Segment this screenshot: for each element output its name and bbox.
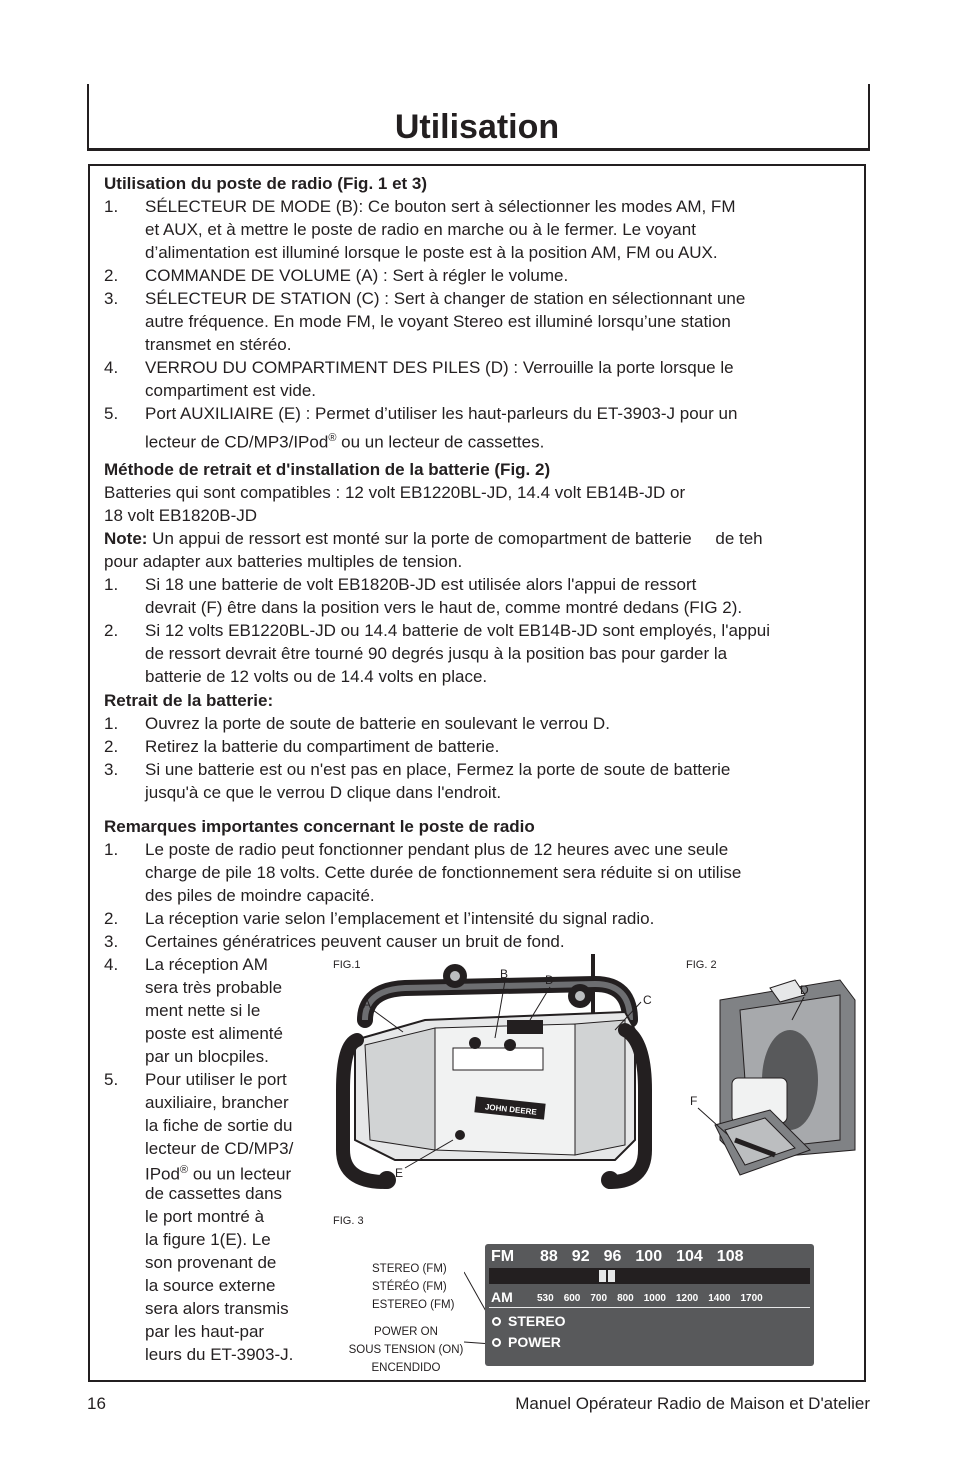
list-number: 1. — [104, 714, 119, 733]
fig1-label-e: E — [395, 1166, 404, 1180]
list-item-line: batterie de 12 volts ou de 14.4 volts en place. — [145, 667, 488, 686]
list-number: 3. — [104, 932, 119, 951]
list-item-line: et AUX, et à mettre le poste de radio en marche ou à le fermer. Le voyant — [145, 220, 696, 239]
list-item-line: la source externe — [145, 1276, 276, 1295]
list-number: 1. — [104, 197, 119, 216]
fm-tick-label: 100 — [635, 1248, 663, 1265]
list-item-line: sera très probable — [145, 978, 283, 997]
fig3-stereo-labels — [372, 1260, 454, 1314]
power-indicator-label: POWER — [508, 1334, 561, 1350]
list-number: 1. — [104, 840, 119, 859]
list-number: 5. — [104, 404, 119, 423]
list-item-line: SÉLECTEUR DE STATION (C) : Sert à changer de station en sélectionnant une — [145, 289, 746, 308]
stereo-label-es: ESTEREO (FM) — [372, 1299, 455, 1311]
list-item-line: autre fréquence. En mode FM, le voyant Stereo est illuminé lorsqu’une station — [145, 312, 731, 331]
list-number: 2. — [104, 737, 119, 756]
fm-tick-label: 96 — [603, 1248, 622, 1265]
divider — [489, 1307, 810, 1308]
list-item-line: jusqu'à ce que le verrou D clique dans l'endroit. — [145, 783, 502, 802]
fm-scale — [540, 1248, 744, 1266]
list-number: 4. — [104, 358, 119, 377]
fig3-power-labels — [337, 1323, 475, 1377]
am-tick-label: 600 — [563, 1293, 581, 1304]
tuning-needle — [608, 1270, 615, 1282]
am-label: AM — [491, 1289, 513, 1305]
list-item-line: de ressort devrait être tourné 90 degrés jusqu à la position bas pour garder la — [145, 644, 728, 663]
list-number: 3. — [104, 760, 119, 779]
list-number: 3. — [104, 289, 119, 308]
list-item-line: Pour utiliser le port — [145, 1070, 287, 1089]
radio-tuning-panel — [485, 1244, 814, 1366]
power-label-fr: SOUS TENSION (ON) — [348, 1344, 464, 1356]
list-item-line: transmet en stéréo. — [145, 335, 292, 354]
list-item-line: auxiliaire, brancher — [145, 1093, 289, 1112]
am-tick-label: 800 — [617, 1293, 634, 1304]
fig2-caption: FIG. 2 — [686, 959, 717, 971]
section-heading: Utilisation du poste de radio (Fig. 1 et 3) — [104, 174, 428, 193]
list-item-line: Si 18 une batterie de volt EB1820B-JD est utilisée alors l'appui de ressort — [145, 575, 697, 594]
stereo-indicator-label: STEREO — [508, 1313, 566, 1329]
fig1-label-b: B — [500, 967, 509, 981]
page-title: Utilisation — [394, 108, 560, 146]
fm-tick-label: 104 — [676, 1248, 703, 1265]
tuning-dial — [489, 1268, 810, 1284]
fig1-label-c: C — [643, 993, 652, 1007]
footer-title: Manuel Opérateur Radio de Maison et D'atelier — [515, 1394, 870, 1413]
list-item-line: Retirez la batterie du compartiment de batterie. — [145, 737, 500, 756]
list-item-line: d’alimentation est illuminé lorsque le poste est à la position AM, FM ou AUX. — [145, 243, 718, 262]
list-item-line: Le poste de radio peut fonctionner pendant plus de 12 heures avec une seule — [145, 840, 729, 859]
list-item-line: La réception AM — [145, 955, 268, 974]
list-item-line: leurs du ET-3903-J. — [145, 1345, 294, 1364]
fig2-label-d: D — [800, 983, 809, 997]
stereo-indicator-icon — [492, 1317, 501, 1326]
list-item-line: ment nette si le — [145, 1001, 261, 1020]
list-item-line: des piles de moindre capacité. — [145, 886, 375, 905]
list-item-line: lecteur de CD/MP3/IPod® ou un lecteur de cassettes. — [145, 432, 545, 452]
power-label-es: ENCENDIDO — [371, 1362, 441, 1374]
stereo-label-fr: STÉRÉO (FM) — [372, 1281, 447, 1293]
list-item-line: de cassettes dans — [145, 1184, 283, 1203]
list-item-line: Port AUXILIAIRE (E) : Permet d’utiliser les haut-parleurs du ET-3903-J pour un — [145, 404, 738, 423]
fig1-label-d: D — [545, 973, 554, 987]
section-heading: Retrait de la batterie: — [104, 691, 274, 710]
fm-tick-label: 108 — [716, 1248, 744, 1265]
list-number: 2. — [104, 266, 119, 285]
power-label-en: POWER ON — [374, 1326, 438, 1338]
fig2-battery-illustration — [680, 950, 860, 1200]
list-item-line: la fiche de sortie du — [145, 1116, 293, 1135]
list-number: 1. — [104, 575, 119, 594]
list-number: 2. — [104, 621, 119, 640]
list-item-line: VERROU DU COMPARTIMENT DES PILES (D) : Verrouille la porte lorsque le — [145, 358, 734, 377]
list-item-line: charge de pile 18 volts. Cette durée de fonctionnement sera réduite si on utilise — [145, 863, 742, 882]
list-item-line: SÉLECTEUR DE MODE (B): Ce bouton sert à sélectionner les modes AM, FM — [145, 197, 736, 216]
fig1-label-a: A — [363, 997, 372, 1011]
fig2-label-f: F — [690, 1094, 698, 1108]
am-tick-label: 1700 — [740, 1293, 763, 1304]
list-item-line: compartiment est vide. — [145, 381, 317, 400]
list-number: 5. — [104, 1070, 119, 1089]
section-heading: Méthode de retrait et d'installation de la batterie (Fig. 2) — [104, 460, 551, 479]
list-item-line: La réception varie selon l’emplacement et l’intensité du signal radio. — [145, 909, 655, 928]
list-item-line: Ouvrez la porte de soute de batterie en soulevant le verrou D. — [145, 714, 610, 733]
list-number: 4. — [104, 955, 119, 974]
fm-tick-label: 92 — [571, 1248, 590, 1265]
list-item-line: le port montré à — [145, 1207, 265, 1226]
list-item-line: IPod® ou un lecteur — [145, 1164, 292, 1184]
section-heading: Remarques importantes concernant le poste de radio — [104, 817, 535, 836]
paragraph-line: Batteries qui sont compatibles : 12 volt EB1220BL-JD, 14.4 volt EB14B-JD or — [104, 483, 686, 502]
list-item-line: lecteur de CD/MP3/ — [145, 1139, 294, 1158]
brand-label: JOHN DEERE — [484, 1102, 538, 1117]
list-item-line: Certaines génératrices peuvent causer un bruit de fond. — [145, 932, 565, 951]
tuning-needle — [599, 1270, 606, 1282]
fig3-caption: FIG. 3 — [333, 1215, 364, 1227]
list-item-line: Si 12 volts EB1220BL-JD ou 14.4 batterie de volt EB14B-JD sont employés, l'appui — [145, 621, 771, 640]
list-item-line: son provenant de — [145, 1253, 277, 1272]
am-tick-label: 700 — [590, 1293, 608, 1304]
list-item-line: la figure 1(E). Le — [145, 1230, 271, 1249]
am-tick-label: 530 — [537, 1293, 554, 1304]
list-item-line: par les haut-par — [145, 1322, 265, 1341]
title-rule-bottom — [87, 148, 870, 151]
list-item-line: poste est alimenté — [145, 1024, 283, 1043]
list-item-line: Si une batterie est ou n'est pas en place, Fermez la porte de soute de batterie — [145, 760, 731, 779]
page-number: 16 — [87, 1394, 106, 1413]
am-tick-label: 1200 — [676, 1293, 699, 1304]
stereo-label-en: STEREO (FM) — [372, 1263, 447, 1275]
fm-tick-label: 88 — [540, 1248, 558, 1265]
note-line: Note: Un appui de ressort est monté sur la porte de comopartment de batterie de teh — [104, 529, 763, 548]
list-item-line: COMMANDE DE VOLUME (A) : Sert à régler le volume. — [145, 266, 569, 285]
list-item-line: devrait (F) être dans la position vers le haut de, comme montré dedans (FIG 2). — [145, 598, 743, 617]
paragraph-line: 18 volt EB1820B-JD — [104, 506, 258, 525]
am-scale — [537, 1293, 763, 1304]
fm-label: FM — [491, 1248, 515, 1265]
list-item-line: par un blocpiles. — [145, 1047, 269, 1066]
list-item-line: sera alors transmis — [145, 1299, 289, 1318]
note-line: pour adapter aux batteries multiples de tension. — [104, 552, 463, 571]
fig1-radio-illustration — [325, 950, 698, 1200]
am-tick-label: 1400 — [708, 1293, 731, 1304]
am-tick-label: 1000 — [643, 1293, 666, 1304]
fig1-caption: FIG.1 — [333, 959, 361, 971]
power-indicator-icon — [492, 1338, 501, 1347]
list-number: 2. — [104, 909, 119, 928]
